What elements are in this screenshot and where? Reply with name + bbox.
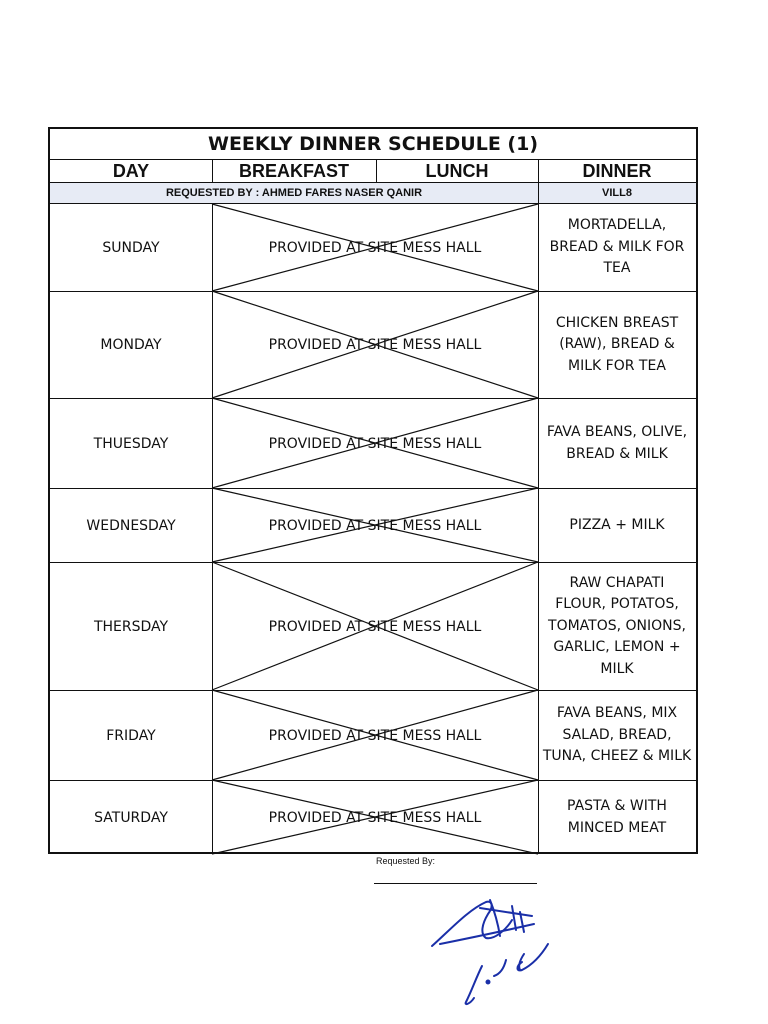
dinner-item: PASTA & WITH MINCED MEAT bbox=[567, 798, 667, 836]
day-label: MONDAY bbox=[100, 337, 162, 353]
meal-note: PROVIDED AT SITE MESS HALL bbox=[268, 727, 482, 744]
meal-note: PROVIDED AT SITE MESS HALL bbox=[268, 435, 482, 452]
column-header-dinner: DINNER bbox=[582, 160, 652, 181]
column-header-breakfast: BREAKFAST bbox=[238, 160, 349, 181]
location-label: VILL8 bbox=[538, 183, 696, 203]
divider bbox=[212, 159, 213, 183]
day-label: SATURDAY bbox=[94, 809, 168, 826]
meal-note: PROVIDED AT SITE MESS HALL bbox=[268, 809, 482, 826]
day-label: SUNDAY bbox=[102, 239, 160, 256]
meal-note: PROVIDED AT SITE MESS HALL bbox=[268, 239, 482, 256]
dinner-item: MORTADELLA, BREAD & MILK FOR TEA bbox=[549, 217, 685, 277]
divider bbox=[376, 159, 377, 183]
meal-note: PROVIDED AT SITE MESS HALL bbox=[268, 618, 482, 635]
schedule-table bbox=[48, 127, 698, 854]
dinner-item: FAVA BEANS, MIX SALAD, BREAD, TUNA, CHEEZ & MILK bbox=[542, 705, 692, 765]
signature-line bbox=[374, 883, 537, 884]
column-header-lunch: LUNCH bbox=[425, 160, 489, 181]
dinner-item: CHICKEN BREAST (RAW), BREAD & MILK FOR TEA bbox=[555, 314, 679, 374]
handwritten-signature bbox=[420, 890, 570, 1010]
requested-by-label: Requested By: bbox=[376, 856, 436, 866]
meal-note: PROVIDED AT SITE MESS HALL bbox=[268, 337, 482, 353]
dinner-item: FAVA BEANS, OLIVE, BREAD & MILK bbox=[546, 424, 688, 462]
dinner-item: RAW CHAPATI FLOUR, POTATOS, TOMATOS, ONIONS, GARLIC, LEMON + MILK bbox=[548, 574, 686, 677]
dinner-item: PIZZA + MILK bbox=[569, 516, 665, 533]
day-label: WEDNESDAY bbox=[86, 517, 176, 534]
meal-note: PROVIDED AT SITE MESS HALL bbox=[268, 517, 482, 534]
requested-by-line: REQUESTED BY : AHMED FARES NASER QANIR bbox=[50, 183, 538, 203]
page-title: WEEKLY DINNER SCHEDULE (1) bbox=[207, 133, 539, 155]
day-label: FRIDAY bbox=[106, 727, 156, 744]
day-label: THERSDAY bbox=[93, 618, 169, 635]
column-header-day: DAY bbox=[112, 160, 150, 181]
day-label: THUESDAY bbox=[93, 435, 169, 452]
